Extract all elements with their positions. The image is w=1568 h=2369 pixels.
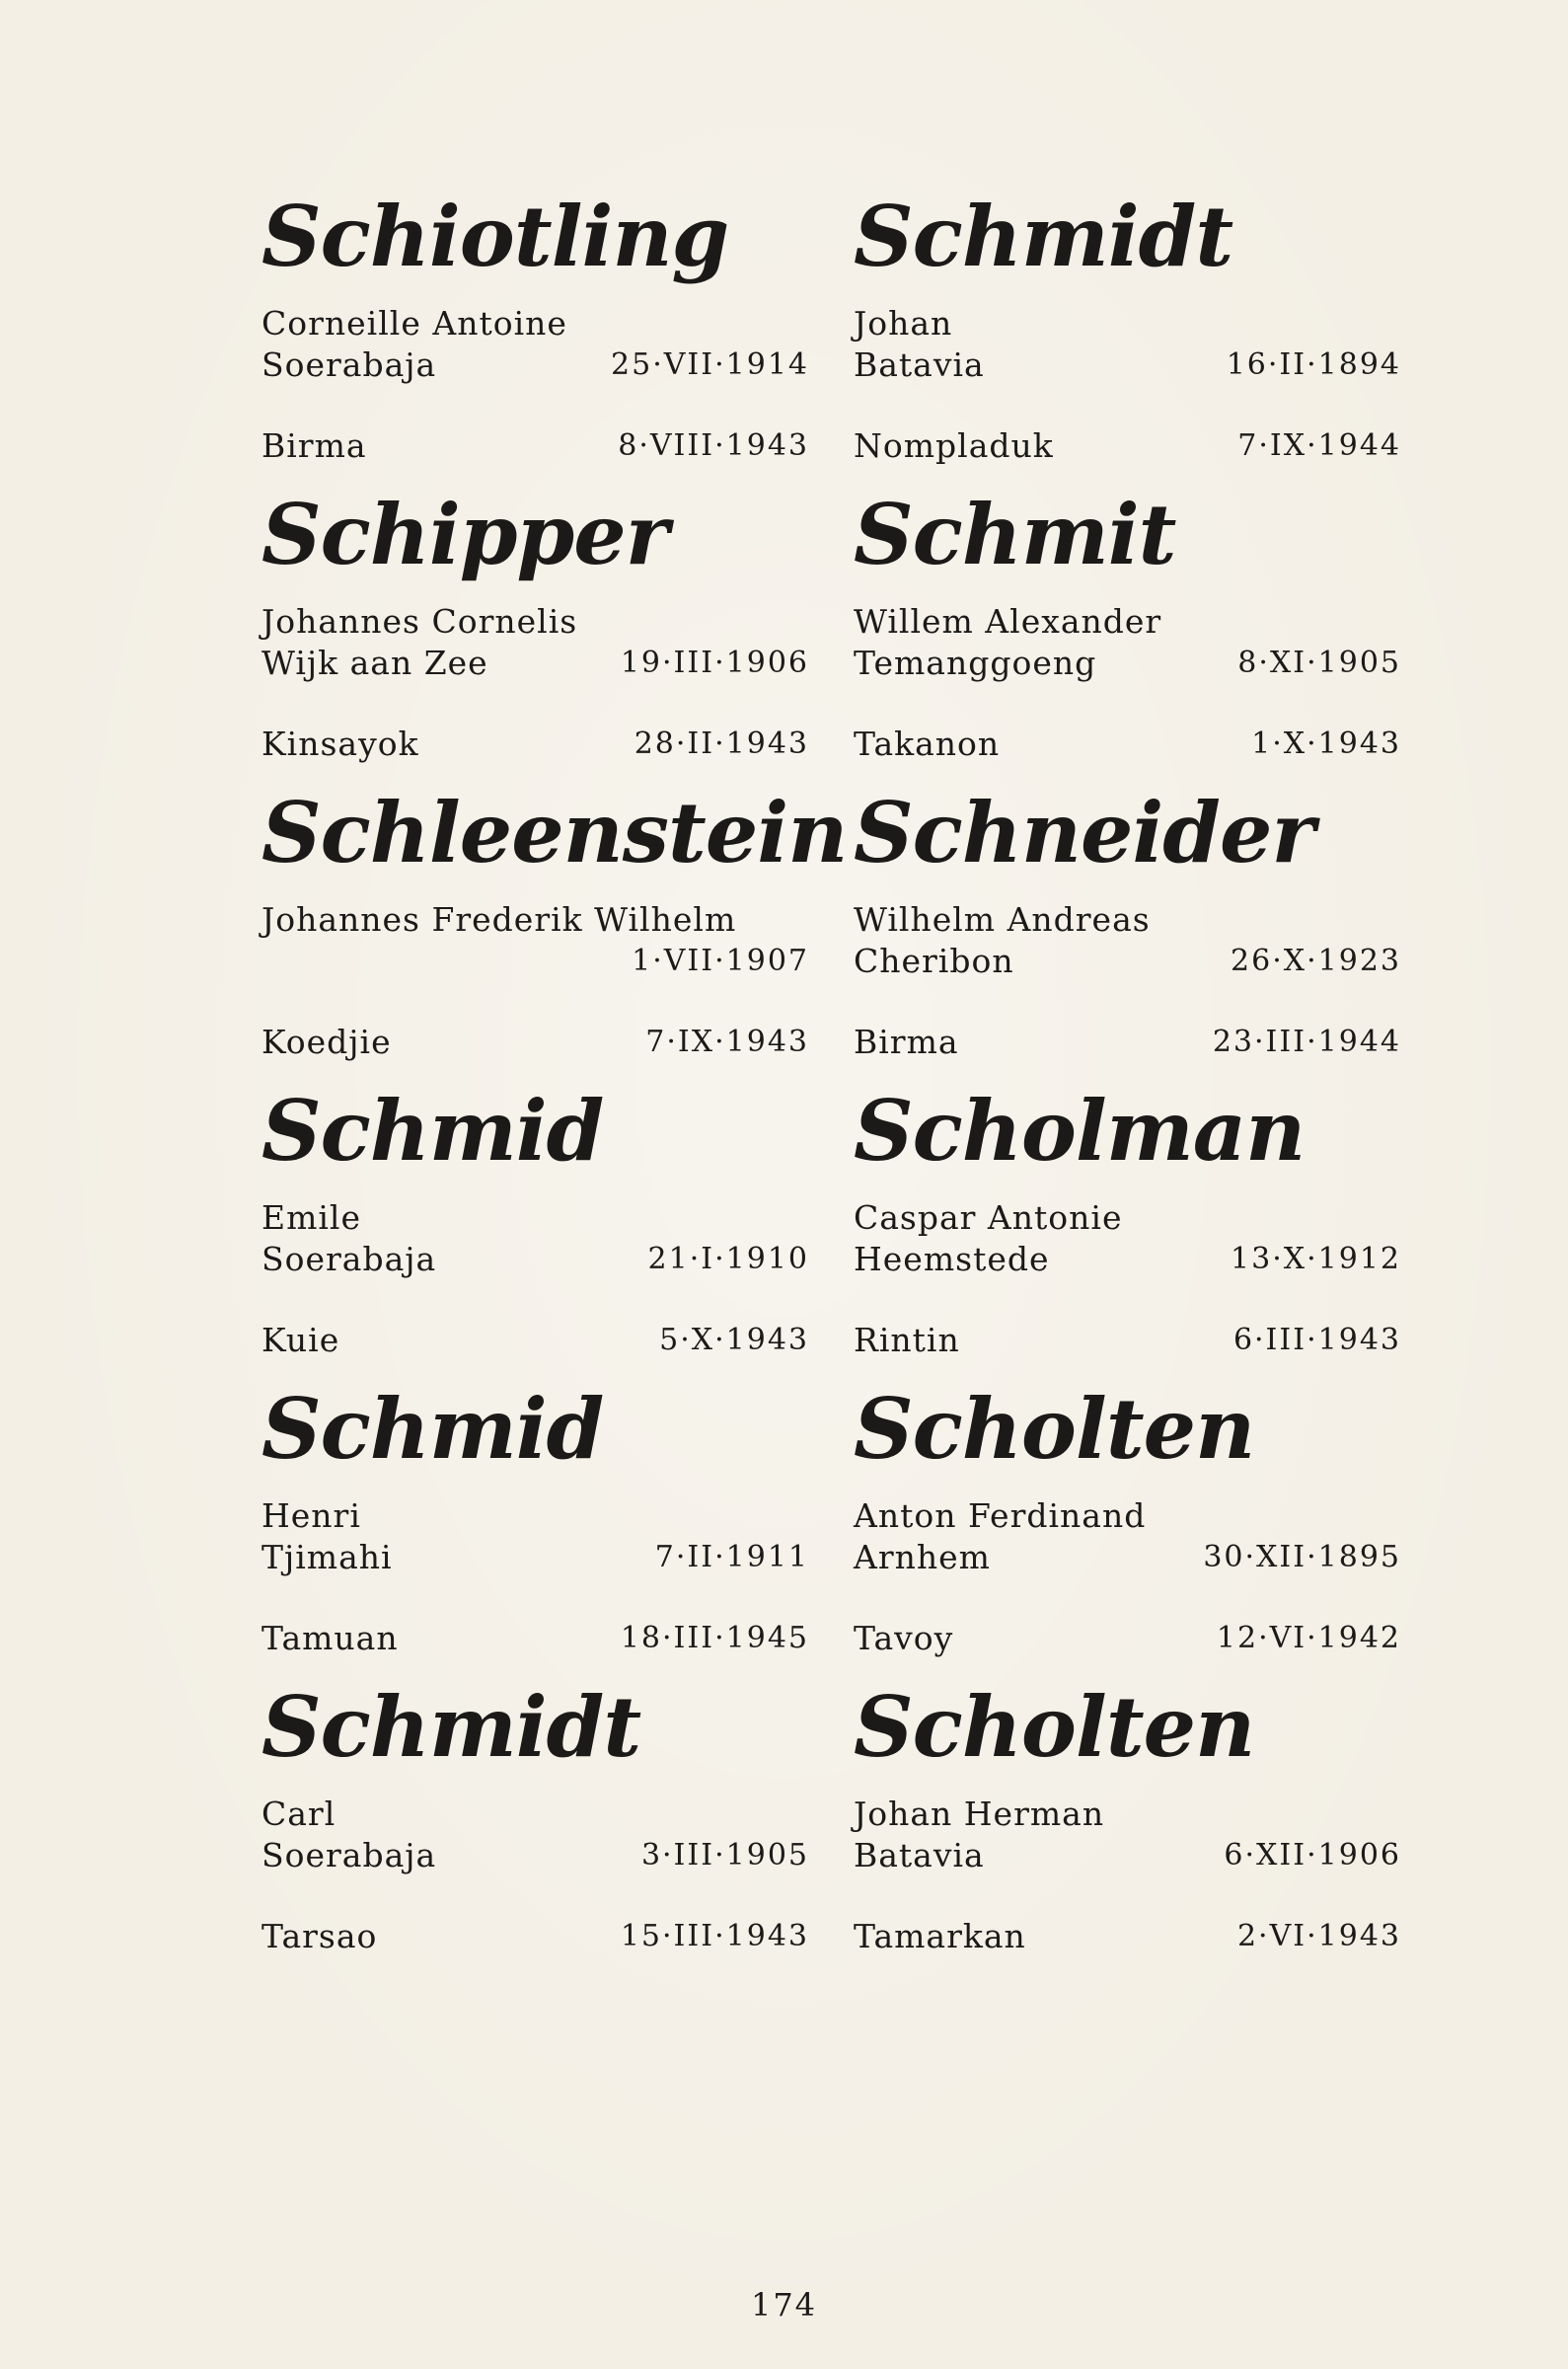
death-place: Birma [854,1023,959,1061]
death-place: Tamuan [261,1619,399,1657]
surname: Schipper [261,486,668,583]
left-column [261,188,848,1976]
page-number: 174 [750,2286,818,2324]
birth-date: 3·III·1905 [640,1838,809,1872]
death-date: 15·III·1943 [620,1919,809,1953]
given-names: Johan [854,304,953,343]
death-place: Tavoy [854,1619,954,1657]
death-date: 28·II·1943 [634,726,809,761]
birth-date: 8·XI·1905 [1237,646,1401,680]
birth-place: Soerabaja [261,1836,437,1874]
birth-date: 25·VII·1914 [611,347,809,382]
death-place: Nompladuk [854,426,1054,465]
surname: Schiotling [261,188,729,285]
surname: Schmidt [261,1678,641,1776]
given-names: Johannes Cornelis [261,602,578,641]
death-date: 8·VIII·1943 [618,428,809,463]
death-place: Rintin [854,1321,960,1359]
given-names: Caspar Antonie [854,1198,1123,1237]
surname: Schmit [854,486,1176,583]
given-names: Corneille Antoine [261,304,567,343]
death-date: 18·III·1945 [620,1621,809,1655]
death-date: 23·III·1944 [1212,1025,1401,1059]
death-date: 7·IX·1944 [1237,428,1401,463]
memorial-entry [854,1380,1406,1678]
given-names: Emile [261,1198,362,1237]
given-names: Carl [261,1795,336,1833]
memorial-entry [854,784,1406,1082]
birth-place: Arnhem [854,1538,991,1576]
memorial-entry [261,188,814,486]
surname: Schmid [261,1082,604,1180]
death-place: Kuie [261,1321,340,1359]
memorial-entry [261,1380,814,1678]
given-names: Johannes Frederik Wilhelm [261,900,737,939]
birth-date: 21·I·1910 [647,1242,809,1276]
birth-date: 13·X·1912 [1231,1242,1401,1276]
death-place: Kinsayok [261,725,419,763]
right-column [854,188,1406,1976]
birth-place: Soerabaja [261,1240,437,1278]
birth-place: Soerabaja [261,345,437,384]
surname: Schmidt [854,188,1233,285]
birth-date: 6·XII·1906 [1224,1838,1401,1872]
birth-place: Batavia [854,345,985,384]
surname: Schneider [854,784,1314,881]
birth-place: Wijk aan Zee [261,644,488,682]
surname: Scholten [854,1678,1255,1776]
death-date: 12·VI·1942 [1216,1621,1401,1655]
birth-date: 26·X·1923 [1231,944,1401,978]
birth-date: 30·XII·1895 [1203,1540,1401,1574]
death-place: Tarsao [261,1917,378,1955]
death-date: 6·III·1943 [1232,1323,1401,1357]
birth-place: Heemstede [854,1240,1050,1278]
death-date: 1·X·1943 [1251,726,1401,761]
birth-date: 19·III·1906 [620,646,809,680]
birth-date: 7·II·1911 [654,1540,809,1574]
death-date: 5·X·1943 [659,1323,809,1357]
memorial-entry [854,1678,1406,1976]
death-date: 7·IX·1943 [645,1025,809,1059]
birth-place: Batavia [854,1836,985,1874]
birth-date: 1·VII·1907 [632,944,809,978]
given-names: Wilhelm Andreas [854,900,1151,939]
memorial-entry [854,1082,1406,1380]
memorial-entry [854,486,1406,784]
memorial-entry [854,188,1406,486]
given-names: Henri [261,1496,361,1535]
given-names: Johan Herman [854,1795,1105,1833]
surname: Scholten [854,1380,1255,1478]
death-date: 2·VI·1943 [1236,1919,1401,1953]
memorial-entry [261,784,848,1082]
birth-place: Temanggoeng [854,644,1097,682]
surname: Scholman [854,1082,1306,1180]
given-names: Willem Alexander [854,602,1162,641]
death-place: Tamarkan [854,1917,1026,1955]
surname: Schmid [261,1380,604,1478]
death-place: Takanon [854,725,1001,763]
death-place: Birma [261,426,367,465]
birth-date: 16·II·1894 [1226,347,1401,382]
death-place: Koedjie [261,1023,392,1061]
memorial-entry [261,1678,814,1976]
birth-place: Cheribon [854,942,1014,980]
memorial-entry [261,1082,814,1380]
birth-place: Tjimahi [261,1538,393,1576]
given-names: Anton Ferdinand [854,1496,1147,1535]
memorial-entry [261,486,814,784]
surname: Schleenstein [261,784,848,881]
